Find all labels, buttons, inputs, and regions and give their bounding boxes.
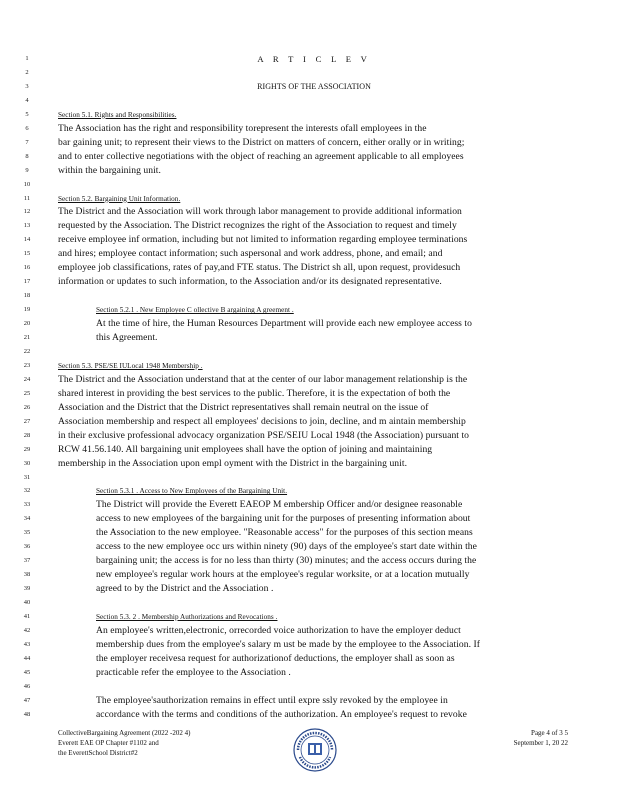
line-number: 13 [23, 222, 31, 230]
indented-text-line: access to new employees of the bargaining unit for the purposes of presenting information about [96, 513, 471, 525]
line-number: 15 [23, 250, 31, 258]
body-text-line: receive employee inf ormation, including but not limited to information regarding employee terminations [58, 234, 468, 246]
line-number: 1 [25, 55, 29, 62]
indented-text-line: agreed to by the District and the Association . [96, 583, 274, 595]
line-number: 32 [23, 487, 31, 495]
line-number: 14 [23, 236, 31, 244]
indented-text-line: bargaining unit; the access is for no less than thirty (30) minutes; and the access occurs during the [96, 555, 477, 567]
line-number: 48 [23, 710, 31, 718]
line-number: 16 [23, 264, 31, 272]
body-text-line: Association and the District that the District representatives shall remain neutral on the issue of [58, 401, 429, 413]
indented-text-line: The employee'sauthorization remains in effect until expre ssly revoked by the employee in [96, 694, 448, 706]
footer-left-line: the EverettSchool District#2 [58, 749, 138, 757]
indented-text-line: practicable refer the employee to the Association . [96, 666, 291, 678]
line-number: 24 [23, 375, 31, 383]
body-text-line: Association membership and respect all employees' decisions to join, decline, and m aintain membership [58, 415, 466, 427]
line-number: 37 [23, 557, 31, 565]
indented-text-line: At the time of hire, the Human Resources Department will provide each new employee access to [96, 318, 472, 330]
article-title: RIGHTS OF THE ASSOCIATION [257, 81, 371, 91]
footer-right [476, 728, 568, 748]
line-number: 6 [25, 124, 29, 132]
body-text-line: The District and the Association will work through labor management to provide additional information [58, 206, 462, 218]
district-seal-logo [292, 727, 338, 773]
line-number: 10 [23, 180, 31, 188]
body-text-line: and to enter collective negotiations with the object of reaching an agreement applicable to all employees [58, 150, 464, 162]
line-number: 46 [23, 682, 31, 690]
indented-text-line: access to the new employee occ urs within ninety (90) days of the employee's start date within the [96, 541, 477, 553]
line-number: 20 [23, 320, 31, 328]
subsection-heading: Section 5.3.1 . Access to New Employees of the Bargaining Unit. [96, 487, 288, 496]
indented-text-line: this Agreement. [96, 332, 158, 343]
body-text-line: The District and the Association understand that at the center of our labor management relationship is the [58, 373, 468, 385]
body-text-line: membership in the Association upon empl oyment with the District in the bargaining unit. [58, 457, 408, 469]
line-number: 31 [23, 473, 31, 481]
indented-text-line: the employer receivesa request for authorizationof deductions, the employer shall as soon as [96, 652, 455, 664]
footer-left-line: CollectiveBargaining Agreement (2022 -202 4) [58, 729, 191, 737]
line-number: 41 [23, 613, 31, 620]
body-text-line: in their exclusive professional advocacy organization PSE/SEIU Local 1948 (the Association) pursuant to [58, 429, 470, 441]
line-number: 2 [25, 68, 29, 76]
line-number: 33 [23, 501, 31, 509]
line-number: 17 [23, 278, 31, 286]
line-number: 12 [23, 208, 31, 216]
line-number: 30 [23, 459, 31, 467]
line-number: 18 [23, 292, 31, 300]
body-text-line: RCW 41.56.140. All bargaining unit employees shall have the option of joining and maintaining [58, 443, 433, 455]
line-number: 45 [23, 668, 31, 676]
section-heading: Section 5.3. PSE/SE IULocal 1948 Membership . [58, 361, 203, 370]
body-text-line: bar gaining unit; to represent their views to the District on matters of concern, either orally or in writing; [58, 136, 465, 148]
body-text-line: shared interest in providing the best services to the public. Therefore, it is the expectation of both the [58, 387, 451, 399]
page-number: Page 4 of 3 5 [531, 729, 568, 737]
body-text-line: employee job classifications, rates of pay,and FTE status. The District sh all, upon request, providesuch [58, 262, 461, 274]
indented-text-line: new employee's regular work hours at the employee's regular worksite, or at a location mutually [96, 569, 470, 581]
footer-left [58, 728, 190, 758]
body-text-line: and hires; employee contact information; such aspersonal and work address, phone, and email; and [58, 248, 443, 260]
line-number: 38 [23, 571, 31, 579]
section-heading: Section 5.1. Rights and Responsibilities. [58, 110, 177, 119]
line-number: 23 [23, 361, 31, 369]
line-number: 28 [23, 431, 31, 439]
line-number: 36 [23, 543, 31, 551]
line-number: 4 [25, 96, 29, 104]
line-number: 40 [23, 599, 31, 607]
line-number: 21 [23, 334, 31, 341]
line-number: 39 [23, 585, 31, 593]
line-number: 34 [23, 515, 31, 523]
line-number: 27 [23, 417, 31, 425]
indented-text-line: accordance with the terms and conditions of the authorization. An employee's request to revoke [96, 708, 467, 720]
line-number: 11 [23, 194, 31, 202]
indented-text-line: The District will provide the Everett EAEOP M embership Officer and/or designee reasonable [96, 499, 463, 511]
line-number: 9 [25, 166, 29, 174]
indented-text-line: the Association to the new employee. "Reasonable access" for the purposes of this section means [96, 527, 473, 539]
body-text-line: within the bargaining unit. [58, 164, 161, 176]
line-number: 25 [23, 389, 31, 397]
footer-date: September 1, 20 22 [513, 739, 568, 747]
subsection-heading: Section 5.2.1 . New Employee C ollective B argaining A greement . [96, 306, 294, 315]
line-number: 26 [23, 403, 31, 411]
line-number: 8 [25, 152, 29, 160]
indented-text-line: membership dues from the employee's salary m ust be made by the employee to the Association. If [96, 638, 481, 650]
body-text-line: information or updates to such information, to the Association and/or its designated representative. [58, 276, 442, 288]
line-number: 42 [23, 626, 31, 634]
indented-text-line: An employee's written,electronic, orrecorded voice authorization to have the employer deduct [96, 624, 461, 636]
line-number: 29 [23, 445, 31, 453]
body-text-line: The Association has the right and responsibility torepresent the interests ofall employees in the [58, 122, 427, 134]
line-number: 5 [25, 110, 29, 118]
line-number: 19 [23, 306, 31, 314]
section-heading: Section 5.2. Bargaining Unit Information. [58, 194, 181, 203]
footer-left-line: Everett EAE OP Chapter #1102 and [58, 739, 159, 747]
subsection-heading: Section 5.3. 2 . Membership Authorizations and Revocations . [96, 613, 278, 621]
article-heading: A R T I C L E V [257, 54, 371, 64]
line-number: 35 [23, 529, 31, 537]
line-number: 3 [25, 82, 29, 90]
line-number: 7 [25, 138, 29, 146]
line-number: 43 [23, 640, 31, 648]
body-text-line: requested by the Association. The District recognizes the right of the Association to request and timely [58, 220, 457, 232]
line-number: 47 [23, 696, 31, 704]
line-number: 22 [23, 347, 31, 355]
line-number: 44 [23, 654, 31, 662]
